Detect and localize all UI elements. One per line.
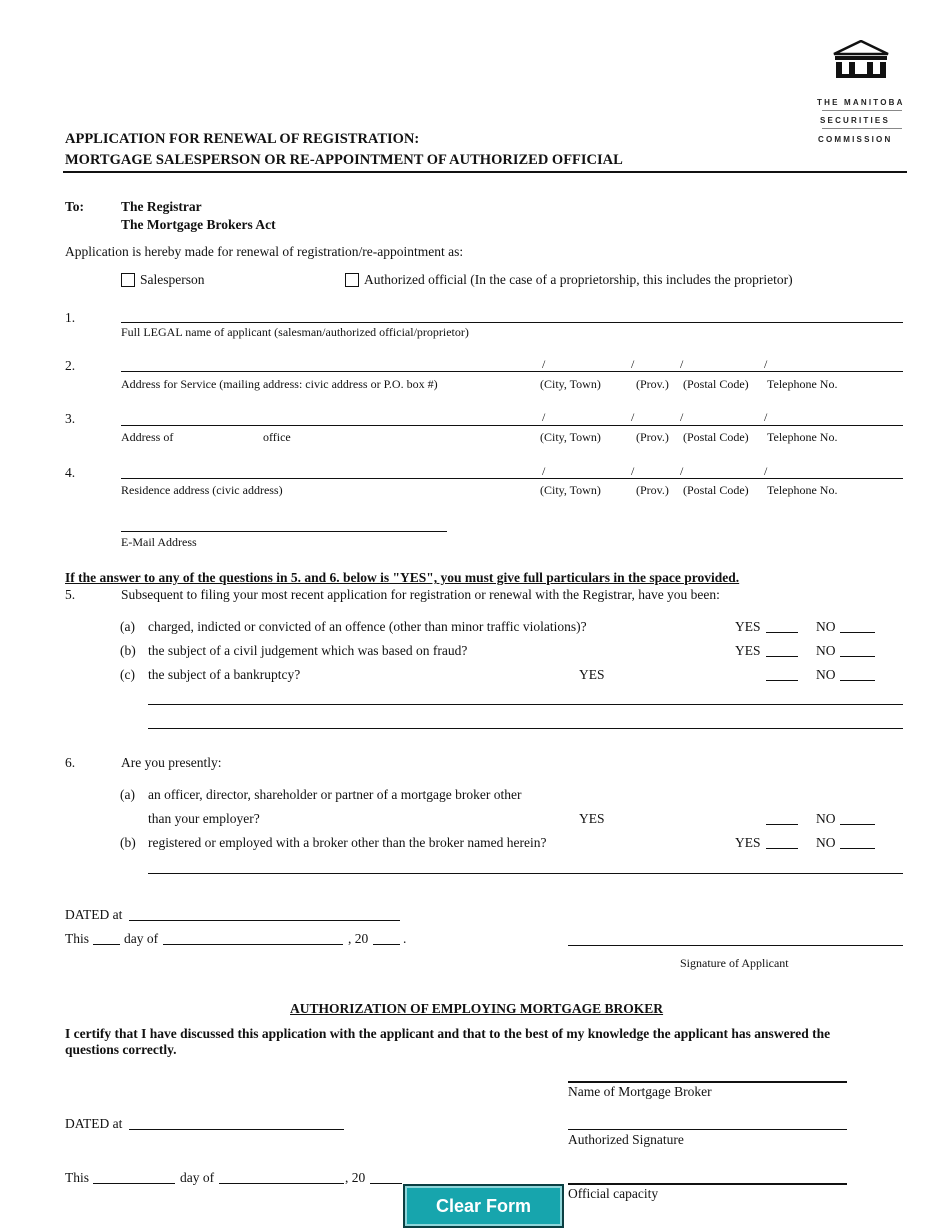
item-number-1: 1. [65,310,76,325]
to-label: To: [65,199,85,214]
separator: / [680,357,684,371]
q6b-no-label: NO [816,835,836,850]
q6a-yes-label: YES [579,811,605,826]
q5a-no-field[interactable] [840,632,875,633]
authorized-official-checkbox[interactable] [345,273,359,287]
day-field[interactable] [93,944,120,945]
official-capacity-field[interactable] [568,1183,847,1185]
q6b-text: registered or employed with a broker other than the broker named herein? [148,835,547,850]
separator: / [542,464,546,478]
legal-name-caption: Full LEGAL name of applicant (salesman/authorized official/proprietor) [121,325,469,339]
logo-line-1: THE MANITOBA [817,98,905,107]
separator: / [631,464,635,478]
office-caption: office [263,430,291,444]
q6a-yes-field[interactable] [766,824,798,825]
separator: / [764,410,768,424]
q5a-label: (a) [120,619,135,634]
yes-notice: If the answer to any of the questions in 5. and 6. below is "YES", you must give full particulars in the space provided. [65,570,740,585]
office-address-field[interactable] [121,425,903,426]
separator: / [680,410,684,424]
year-prefix-label: , 20 [348,931,369,946]
email-caption: E-Mail Address [121,535,197,549]
postal-caption: (Postal Code) [683,377,749,391]
q5b-yes-field[interactable] [766,656,798,657]
question-number-5: 5. [65,587,76,602]
q5a-no-label: NO [816,619,836,634]
q5c-label: (c) [120,667,135,682]
phone-caption: Telephone No. [767,430,838,444]
q5-particulars-line[interactable] [148,728,903,729]
q5a-yes-label: YES [735,619,761,634]
q5c-yes-label: YES [579,667,605,682]
address-of-caption: Address of [121,430,174,444]
q5b-no-label: NO [816,643,836,658]
month-field[interactable] [163,944,343,945]
separator: / [764,357,768,371]
item-number-3: 3. [65,411,76,426]
logo-line-2: SECURITIES [820,116,891,125]
this-label: This [65,931,90,946]
q6a-label: (a) [120,787,135,802]
year-field[interactable] [373,944,400,945]
authorized-signature-field[interactable] [568,1129,847,1130]
phone-caption: Telephone No. [767,377,838,391]
city-caption: (City, Town) [540,483,601,497]
q6b-label: (b) [120,835,136,850]
to-act: The Mortgage Brokers Act [121,217,276,232]
q5b-no-field[interactable] [840,656,875,657]
dated-at-field[interactable] [129,920,400,921]
dated-at-label: DATED at [65,907,123,922]
residence-address-field[interactable] [121,478,903,479]
broker-name-caption: Name of Mortgage Broker [568,1084,712,1099]
day-of-label: day of [124,931,159,946]
q5c-text: the subject of a bankruptcy? [148,667,301,682]
salesperson-label: Salesperson [140,272,205,287]
item-number-4: 4. [65,465,76,480]
intro-text: Application is hereby made for renewal of registration/re-appointment as: [65,244,464,259]
postal-caption: (Postal Code) [683,483,749,497]
legal-name-field[interactable] [121,322,903,323]
auth-year-field[interactable] [370,1183,402,1184]
q5a-text: charged, indicted or convicted of an offence (other than minor traffic violations)? [148,619,587,634]
q5c-no-field[interactable] [840,680,875,681]
city-caption: (City, Town) [540,430,601,444]
residence-caption: Residence address (civic address) [121,483,283,497]
q6b-yes-field[interactable] [766,848,798,849]
separator: / [631,357,635,371]
prov-caption: (Prov.) [636,377,669,391]
email-field[interactable] [121,531,447,532]
q6b-yes-label: YES [735,835,761,850]
title-divider [63,171,907,173]
authorized-official-label: Authorized official (In the case of a proprietorship, this includes the proprietor) [364,272,793,287]
official-capacity-caption: Official capacity [568,1186,659,1201]
service-address-caption: Address for Service (mailing address: civic address or P.O. box #) [121,377,438,391]
separator: / [542,357,546,371]
q6b-no-field[interactable] [840,848,875,849]
logo-line-3: COMMISSION [818,135,893,144]
broker-name-field[interactable] [568,1081,847,1083]
q6a-no-label: NO [816,811,836,826]
separator: / [680,464,684,478]
certify-text: I certify that I have discussed this application with the applicant and that to the best of my knowledge the applicant has answered the questions correctly. [65,1026,831,1057]
question-number-6: 6. [65,755,76,770]
auth-day-field[interactable] [93,1183,175,1184]
prov-caption: (Prov.) [636,483,669,497]
separator: / [542,410,546,424]
q5c-no-label: NO [816,667,836,682]
auth-dated-at-label: DATED at [65,1116,123,1131]
building-icon [831,40,891,80]
authorization-heading: AUTHORIZATION OF EMPLOYING MORTGAGE BROKER [290,1001,664,1016]
q6a-text-line-1: an officer, director, shareholder or partner of a mortgage broker other [148,787,522,802]
q5b-text: the subject of a civil judgement which was based on fraud? [148,643,468,658]
auth-this-label: This [65,1170,90,1185]
q6a-text-line-2: than your employer? [148,811,260,826]
to-registrar: The Registrar [121,199,202,214]
q6a-no-field[interactable] [840,824,875,825]
service-address-field[interactable] [121,371,903,372]
prov-caption: (Prov.) [636,430,669,444]
phone-caption: Telephone No. [767,483,838,497]
page-title-line-1: APPLICATION FOR RENEWAL OF REGISTRATION: [65,131,420,147]
auth-dated-at-field[interactable] [129,1129,344,1130]
applicant-signature-field[interactable] [568,945,903,946]
question-6-text: Are you presently: [121,755,222,770]
separator: / [631,410,635,424]
q5c-yes-field[interactable] [766,680,798,681]
clear-form-button[interactable]: Clear Form [403,1184,564,1228]
q5b-label: (b) [120,643,136,658]
q5a-yes-field[interactable] [766,632,798,633]
auth-month-field[interactable] [219,1183,344,1184]
authorized-signature-caption: Authorized Signature [568,1132,684,1147]
q6-particulars-line[interactable] [148,873,903,874]
auth-year-prefix-label: , 20 [345,1170,366,1185]
applicant-signature-caption: Signature of Applicant [680,956,789,970]
separator: / [764,464,768,478]
auth-day-of-label: day of [180,1170,215,1185]
item-number-2: 2. [65,358,76,373]
salesperson-checkbox[interactable] [121,273,135,287]
page-title-line-2: MORTGAGE SALESPERSON OR RE-APPOINTMENT OF AUTHORIZED OFFICIAL [65,152,623,168]
postal-caption: (Postal Code) [683,430,749,444]
q5-particulars-line[interactable] [148,704,903,705]
city-caption: (City, Town) [540,377,601,391]
q5b-yes-label: YES [735,643,761,658]
period: . [403,931,407,946]
question-5-text: Subsequent to filing your most recent application for registration or renewal with the Registrar, have you been: [121,587,720,602]
